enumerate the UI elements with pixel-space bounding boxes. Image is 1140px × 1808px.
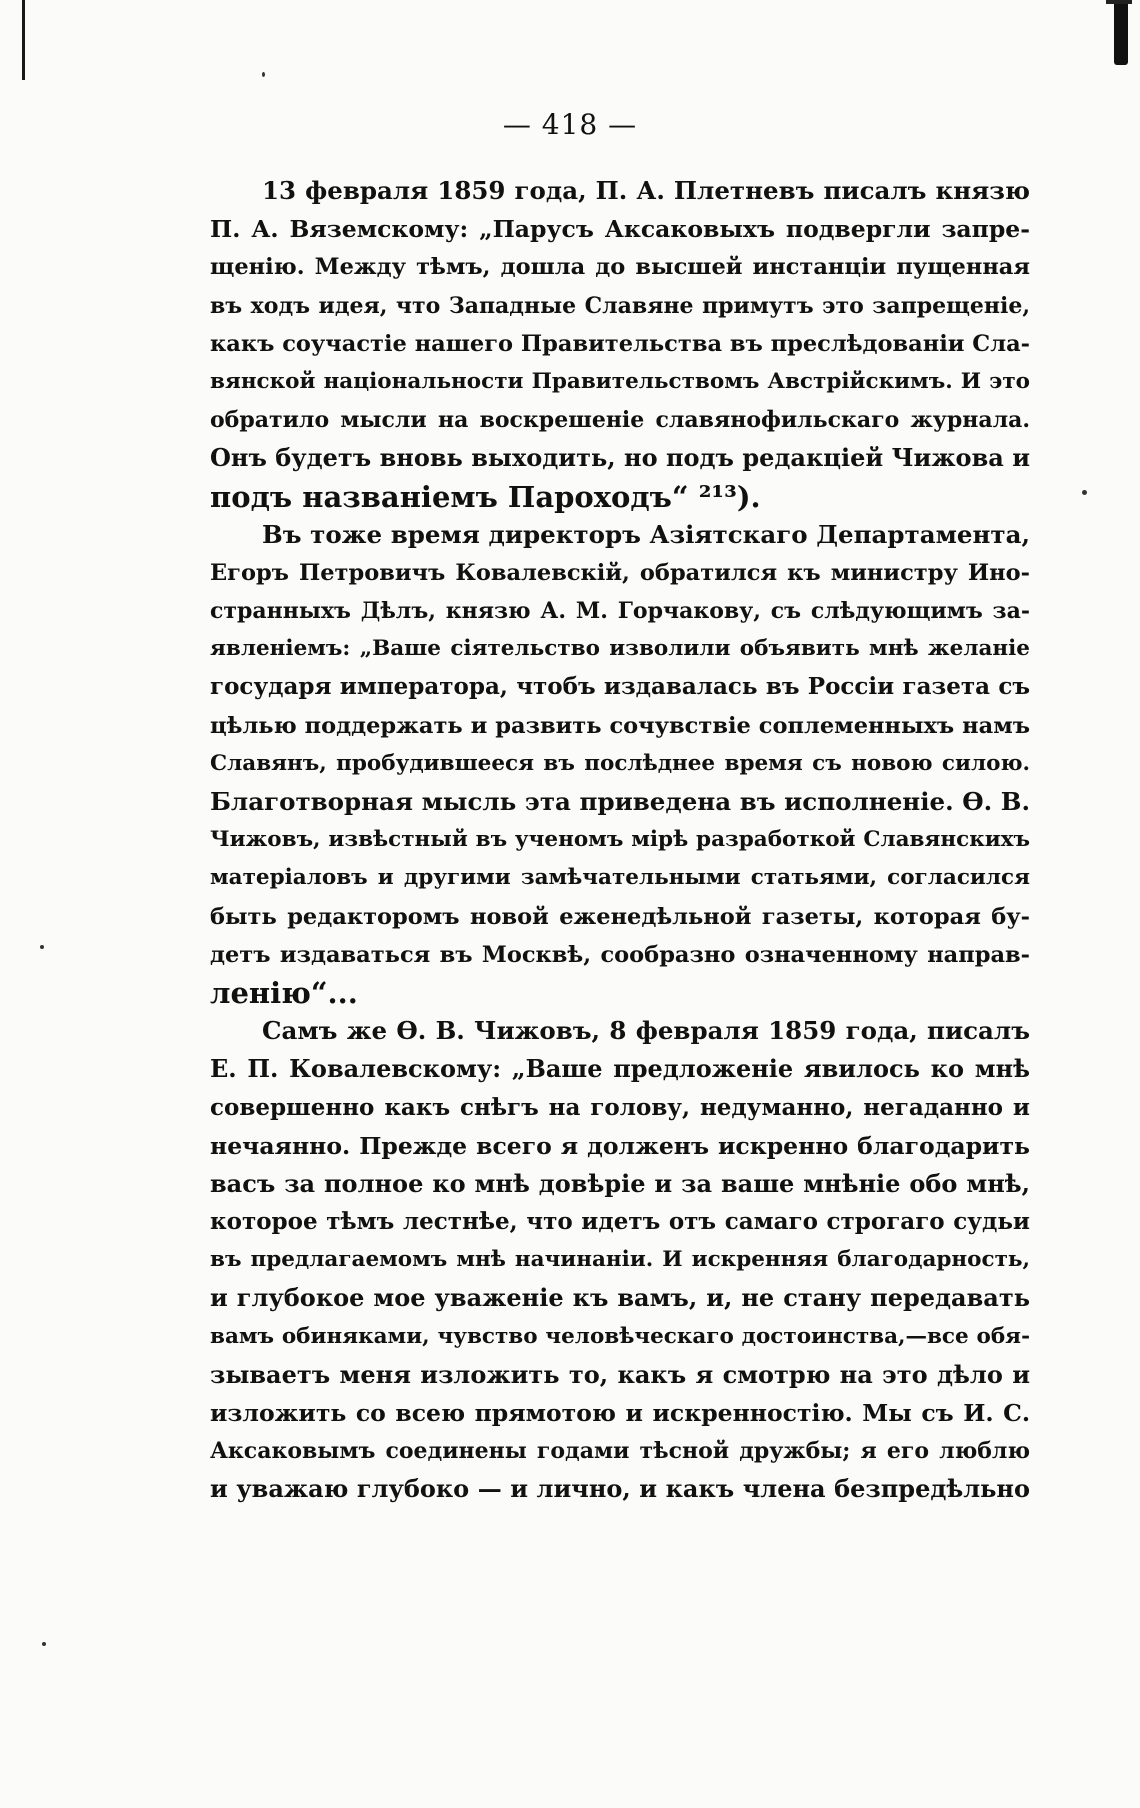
text-line: Самъ же Ѳ. В. Чижовъ, 8 февраля 1859 года, писалъ	[262, 1016, 1030, 1046]
text-line: васъ за полное ко мнѣ довѣріе и за ваше мнѣніе обо мнѣ,	[210, 1168, 1030, 1198]
scan-edge-left	[22, 0, 25, 80]
text-line: щенію. Между тѣмъ, дошла до высшей инстанціи пущенная	[210, 254, 1030, 281]
text-line: совершенно какъ снѣгъ на голову, недуманно, негаданно и	[210, 1093, 1030, 1121]
text-line: явленіемъ: „Ваше сіятельство изволили объявить мнѣ желаніе	[210, 636, 1030, 662]
text-line: быть редакторомъ новой еженедѣльной газеты, которая бу-	[210, 903, 1030, 930]
text-line: изложить со всею прямотою и искренностію. Мы съ И. С.	[210, 1399, 1030, 1427]
text-line: нечаянно. Прежде всего я долженъ искренно благодарить	[210, 1131, 1030, 1160]
text-line: Егоръ Петровичъ Ковалевскій, обратился къ министру Ино-	[210, 559, 1030, 586]
text-line: вамъ обинякaми, чувство человѣческаго достоинства,—все обя-	[210, 1323, 1030, 1349]
text-line: ленію“...	[210, 975, 358, 1010]
text-line: и глубокое мое уваженіе къ вамъ, и, не стану передавать	[210, 1283, 1030, 1313]
text-line: матеріаловъ и другими замѣчательными статьями, согласился	[210, 865, 1030, 891]
text-line: какъ соучастіе нашего Правительства въ преслѣдованіи Сла-	[210, 330, 1030, 357]
text-line: цѣлью поддержать и развить сочувствіе соплеменныхъ намъ	[210, 712, 1030, 739]
scan-edge-right	[1114, 0, 1128, 65]
text-line: П. А. Вяземскому: „Парусъ Аксаковыхъ подвергли запре-	[210, 215, 1030, 244]
text-line: вянской національности Правительствомъ Австрійскимъ. И это	[210, 368, 1030, 394]
scan-speck	[42, 1642, 46, 1646]
body-text	[210, 172, 1030, 1509]
text-line: государя императора, чтобъ издавалась въ Россіи газета съ	[210, 673, 1030, 701]
text-line: детъ издаваться въ Москвѣ, сообразно означенному направ-	[210, 941, 1030, 968]
text-line: Аксаковымъ соединены годами тѣсной дружбы; я его люблю	[210, 1438, 1030, 1465]
text-line: 13 февраля 1859 года, П. А. Плетневъ писалъ князю	[262, 176, 1030, 205]
text-line: Чижовъ, извѣстный въ ученомъ мірѣ разработкой Славянскихъ	[210, 827, 1030, 853]
text-line: Въ тоже время директоръ Азіятскаго Департамента,	[262, 519, 1030, 549]
scan-speck	[1082, 490, 1087, 495]
scan-edge-right-top	[1106, 0, 1132, 4]
text-line: странныхъ Дѣлъ, князю А. М. Горчакову, съ слѣдующимъ за-	[210, 598, 1030, 625]
text-line: зываетъ меня изложить то, какъ я смотрю на это дѣло и	[210, 1359, 1030, 1389]
text-line: и уважаю глубоко — и лично, и какъ члена безпредѣльно	[210, 1474, 1030, 1504]
text-line: Онъ будетъ вновь выходить, но подъ редакціей Чижова и	[210, 443, 1030, 473]
text-line: въ предлагаемомъ мнѣ начинаніи. И искренняя благодарность,	[210, 1247, 1030, 1273]
text-line: подъ названіемъ Пароходъ“ ²¹³).	[210, 479, 761, 514]
text-line: которое тѣмъ лестнѣе, что идетъ отъ самаго строгаго судьи	[210, 1208, 1030, 1236]
page-number: — 418 —	[502, 108, 638, 141]
scan-speck	[40, 945, 44, 949]
text-line: въ ходъ идея, что Западные Славяне примутъ это запрещеніе,	[210, 292, 1030, 319]
text-line: Е. П. Ковалевскому: „Ваше предложеніе явилось ко мнѣ	[210, 1054, 1030, 1084]
scan-speck	[262, 72, 265, 77]
text-line: обратило мысли на воскрешеніе славянофильскаго журнала.	[210, 407, 1030, 434]
text-line: Благотворная мысль эта приведена въ исполненіе. Ѳ. В.	[210, 787, 1030, 816]
text-line: Славянъ, пробудившееся въ послѣднее время съ новою силою.	[210, 750, 1030, 776]
